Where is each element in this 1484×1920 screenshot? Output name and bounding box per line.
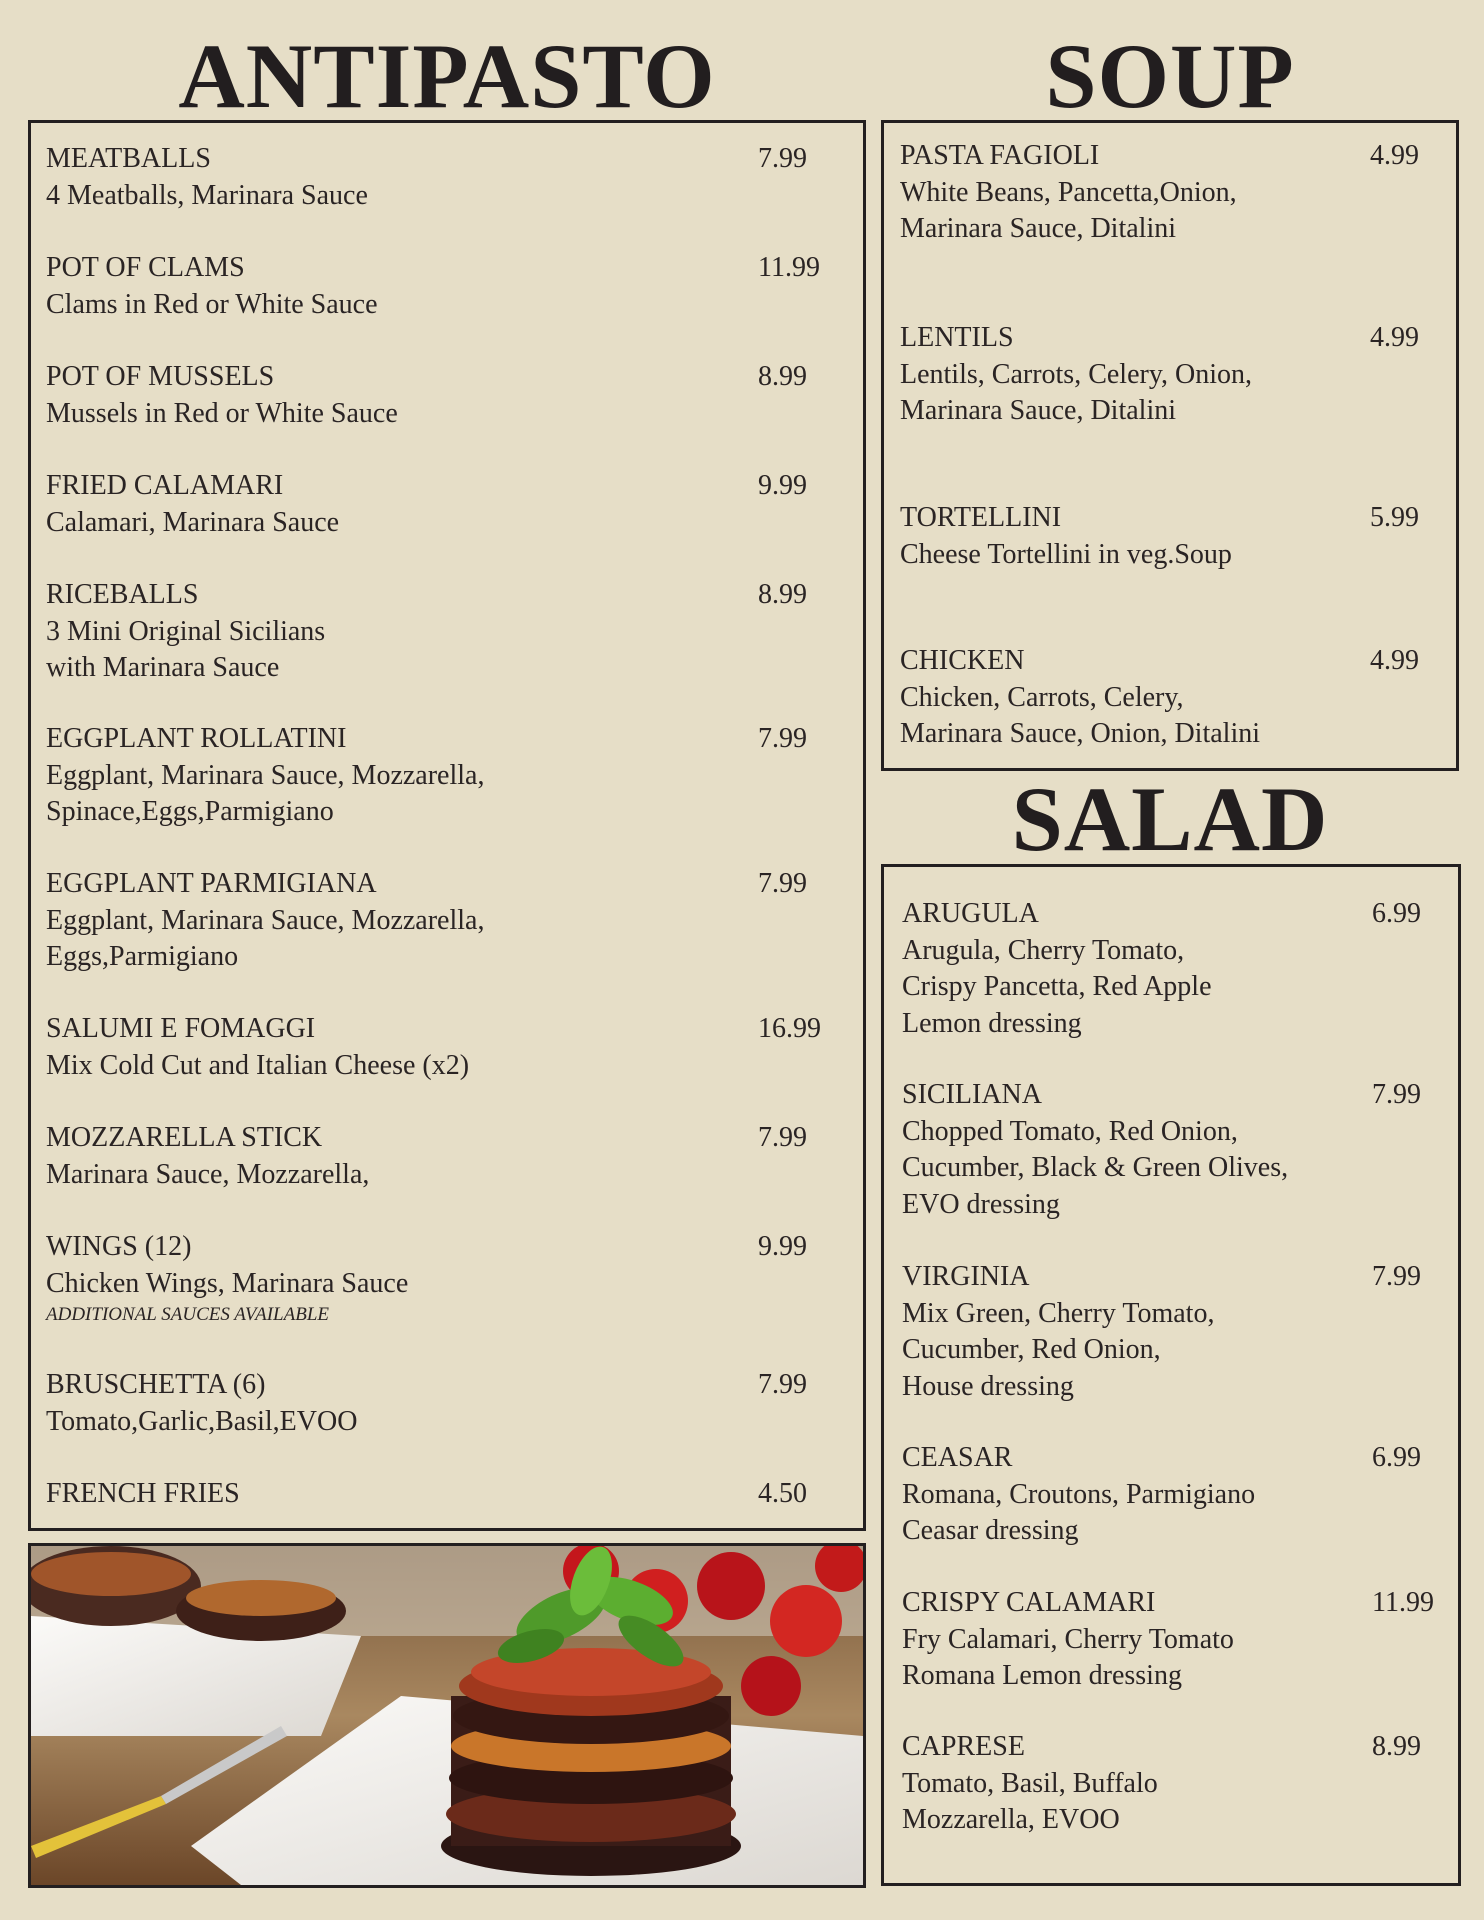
item-description: Mussels in Red or White Sauce bbox=[46, 397, 398, 429]
item-price: 7.99 bbox=[758, 1369, 807, 1400]
item-price: 8.99 bbox=[758, 361, 807, 392]
item-name: RICEBALLS bbox=[46, 579, 199, 610]
salad-heading: SALAD bbox=[1011, 768, 1329, 870]
item-name: BRUSCHETTA (6) bbox=[46, 1369, 266, 1400]
item-description: Chopped Tomato, Red Onion, Cucumber, Black & Green Olives, EVO dressing bbox=[902, 1115, 1289, 1220]
item-price: 9.99 bbox=[758, 470, 807, 501]
item-price: 4.99 bbox=[1370, 322, 1419, 353]
item-description: Eggplant, Marinara Sauce, Mozzarella, Eggs,Parmigiano bbox=[46, 904, 485, 972]
antipasto-menu-item bbox=[46, 359, 398, 432]
item-name: SICILIANA bbox=[902, 1079, 1042, 1110]
antipasto-menu-item bbox=[46, 1476, 240, 1513]
item-description: Calamari, Marinara Sauce bbox=[46, 506, 340, 538]
item-price: 5.99 bbox=[1370, 502, 1419, 533]
item-description: Mix Cold Cut and Italian Cheese (x2) bbox=[46, 1049, 470, 1081]
item-description: 4 Meatballs, Marinara Sauce bbox=[46, 179, 368, 211]
item-price: 7.99 bbox=[1372, 1079, 1421, 1110]
antipasto-heading: ANTIPASTO bbox=[178, 25, 716, 127]
item-price: 4.99 bbox=[1370, 140, 1419, 171]
item-name: CHICKEN bbox=[900, 645, 1025, 676]
item-name: MOZZARELLA STICK bbox=[46, 1122, 323, 1153]
soup-menu-item bbox=[900, 138, 1237, 248]
soup-menu-item bbox=[900, 500, 1232, 573]
item-price: 7.99 bbox=[758, 143, 807, 174]
item-name: SALUMI E FOMAGGI bbox=[46, 1013, 316, 1044]
antipasto-menu-item bbox=[46, 1367, 357, 1440]
item-price: 6.99 bbox=[1372, 1442, 1421, 1473]
soup-menu-item bbox=[900, 643, 1260, 753]
item-description: Mix Green, Cherry Tomato, Cucumber, Red Onion, House dressing bbox=[902, 1297, 1215, 1402]
item-name: LENTILS bbox=[900, 322, 1014, 353]
item-price: 7.99 bbox=[758, 723, 807, 754]
item-name: MEATBALLS bbox=[46, 143, 211, 174]
item-name: POT OF CLAMS bbox=[46, 252, 245, 283]
item-price: 8.99 bbox=[1372, 1731, 1421, 1762]
antipasto-menu-item bbox=[46, 1229, 408, 1328]
item-price: 4.50 bbox=[758, 1478, 807, 1509]
antipasto-menu-item bbox=[46, 468, 339, 541]
item-name: VIRGINIA bbox=[902, 1261, 1030, 1292]
item-description: Lentils, Carrots, Celery, Onion, Marinara Sauce, Ditalini bbox=[900, 358, 1253, 426]
item-description: Romana, Croutons, Parmigiano Ceasar dressing bbox=[902, 1478, 1256, 1546]
salad-menu-item bbox=[902, 896, 1212, 1042]
antipasto-menu-item bbox=[46, 141, 368, 214]
item-name: POT OF MUSSELS bbox=[46, 361, 275, 392]
soup-menu-item bbox=[900, 320, 1252, 430]
item-name: ARUGULA bbox=[902, 898, 1039, 929]
salad-menu-item bbox=[902, 1585, 1234, 1695]
antipasto-menu-item bbox=[46, 577, 325, 687]
antipasto-menu-item bbox=[46, 250, 378, 323]
item-description: Chicken Wings, Marinara Sauce bbox=[46, 1267, 409, 1299]
item-description: Tomato, Basil, Buffalo Mozzarella, EVOO bbox=[902, 1767, 1158, 1835]
item-description: Cheese Tortellini in veg.Soup bbox=[900, 538, 1232, 570]
item-name: EGGPLANT ROLLATINI bbox=[46, 723, 347, 754]
item-description: 3 Mini Original Sicilians with Marinara Sauce bbox=[46, 615, 326, 683]
soup-heading: SOUP bbox=[1045, 25, 1295, 127]
item-name: CAPRESE bbox=[902, 1731, 1025, 1762]
item-price: 16.99 bbox=[758, 1013, 821, 1044]
item-name: CEASAR bbox=[902, 1442, 1013, 1473]
item-name: WINGS (12) bbox=[46, 1231, 192, 1262]
item-name: FRIED CALAMARI bbox=[46, 470, 284, 501]
item-price: 6.99 bbox=[1372, 898, 1421, 929]
item-price: 9.99 bbox=[758, 1231, 807, 1262]
item-price: 7.99 bbox=[1372, 1261, 1421, 1292]
item-name: PASTA FAGIOLI bbox=[900, 140, 1100, 171]
item-note: ADDITIONAL SAUCES AVAILABLE bbox=[46, 1304, 329, 1325]
item-description: White Beans, Pancetta,Onion, Marinara Sauce, Ditalini bbox=[900, 176, 1237, 244]
item-price: 7.99 bbox=[758, 868, 807, 899]
salad-menu-item bbox=[902, 1729, 1158, 1839]
item-description: Eggplant, Marinara Sauce, Mozzarella, Spinace,Eggs,Parmigiano bbox=[46, 759, 485, 827]
salad-menu-item bbox=[902, 1259, 1214, 1405]
item-description: Marinara Sauce, Mozzarella, bbox=[46, 1158, 370, 1190]
item-description: Chicken, Carrots, Celery, Marinara Sauce, Onion, Ditalini bbox=[900, 681, 1261, 749]
item-description: Fry Calamari, Cherry Tomato Romana Lemon dressing bbox=[902, 1623, 1234, 1691]
item-name: CRISPY CALAMARI bbox=[902, 1587, 1156, 1618]
eggplant-dish-photo bbox=[28, 1543, 866, 1888]
antipasto-menu-item bbox=[46, 1011, 469, 1084]
salad-menu-item bbox=[902, 1077, 1288, 1223]
salad-menu-item bbox=[902, 1440, 1255, 1550]
item-name: EGGPLANT PARMIGIANA bbox=[46, 868, 377, 899]
item-name: TORTELLINI bbox=[900, 502, 1062, 533]
item-name: FRENCH FRIES bbox=[46, 1478, 240, 1509]
item-price: 4.99 bbox=[1370, 645, 1419, 676]
antipasto-menu-item bbox=[46, 721, 484, 831]
antipasto-menu-item bbox=[46, 866, 484, 976]
item-description: Arugula, Cherry Tomato, Crispy Pancetta, Red Apple Lemon dressing bbox=[902, 934, 1212, 1039]
item-description: Clams in Red or White Sauce bbox=[46, 288, 378, 320]
item-price: 8.99 bbox=[758, 579, 807, 610]
item-price: 11.99 bbox=[1372, 1587, 1434, 1618]
antipasto-menu-item bbox=[46, 1120, 369, 1193]
item-price: 7.99 bbox=[758, 1122, 807, 1153]
item-price: 11.99 bbox=[758, 252, 820, 283]
item-description: Tomato,Garlic,Basil,EVOO bbox=[46, 1405, 358, 1437]
